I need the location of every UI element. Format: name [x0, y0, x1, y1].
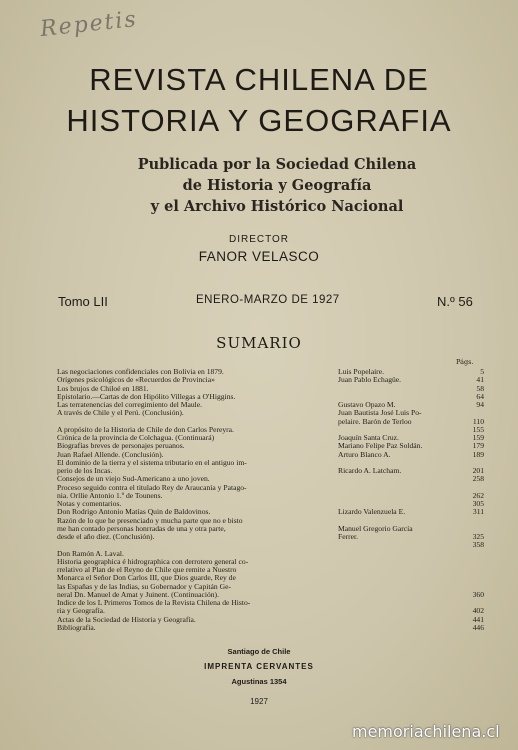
toc-entry-author — [338, 607, 466, 615]
watermark: memoriachilena.cl — [352, 722, 500, 741]
toc-entry-title: Actas de la Sociedad de Historia y Geografía. — [57, 614, 196, 624]
toc-entry-author: Mariano Felipe Paz Soldán. — [338, 441, 423, 451]
handwritten-annotation: Repetis — [38, 6, 139, 43]
toc-entry-page: 258 — [472, 474, 484, 484]
toc-entry-title: Biografías breves de personajes peruanos. — [57, 441, 185, 451]
toc-entry-title: Los brujos de Chiloé en 1881. — [57, 383, 149, 393]
footer-press: IMPRENTA CERVANTES — [204, 662, 314, 671]
toc-entry-title: Historia geographica é hidrographica con derrotero general co- — [57, 556, 249, 566]
toc-entry-author — [338, 385, 466, 393]
toc-entry-title: rrelativo al Plan de el Reyno de Chile que remite a Nuestro — [57, 565, 237, 574]
toc-titles — [57, 368, 335, 632]
toc-entry-author — [338, 616, 466, 624]
toc-entry-title: neral Dn. Manuel de Amat y Juinent. (Continuación). — [57, 589, 219, 599]
pages-header: Págs. — [456, 358, 474, 366]
toc-entry-title: Don Rodrigo Antonio Matías Quin de Baldovinos. — [57, 507, 211, 517]
footer-year: 1927 — [250, 697, 268, 706]
toc-entry-author — [338, 475, 466, 483]
toc-entry-page: 58 — [476, 383, 484, 393]
toc-entry-page — [468, 566, 484, 574]
toc-entry-page: 360 — [472, 589, 484, 599]
toc-entry-title: A través de Chile y el Perú. (Conclusión). — [57, 408, 184, 418]
footer-city: Santiago de Chile — [227, 647, 291, 656]
toc-entry-title: Don Ramón A. Laval. — [57, 548, 124, 558]
toc-entry-title: Razón de lo que he presenciado y mucha parte que no e bisto — [57, 515, 243, 525]
toc-entry-title: perio de los Incas. — [57, 466, 113, 475]
toc-entry-title: nia. Orllie Antonio 1.º de Tounens. — [57, 490, 163, 500]
toc-entry-title: Proceso seguido contra el titulado Rey de Araucanía y Patago- — [57, 482, 247, 492]
toc-entry-page: 446 — [472, 622, 484, 632]
toc-entry-author: Ferrer. — [338, 532, 359, 541]
toc-entry-title: Monarca el Señor Don Carlos III, que Dios guarde, Rey de — [57, 573, 236, 583]
volume-number: Tomo LII — [58, 294, 108, 309]
toc-entry-author: Ricardo A. Latcham. — [338, 466, 402, 475]
toc-entry-author — [338, 624, 466, 632]
publisher-line-1: Publicada por la Sociedad Chilena — [137, 156, 417, 173]
toc-entry-title: ria y Geografía. — [57, 606, 105, 616]
toc-entry-title: El dominio de la tierra y el sistema tributario en el antiguo im- — [57, 457, 247, 467]
toc-entry-page: 441 — [472, 614, 484, 624]
toc-entry-author — [338, 599, 466, 607]
toc-entry-title: Las negociaciones confidenciales con Bolivia en 1879. — [57, 367, 224, 376]
toc-entry-author: Juan Pablo Echagüe. — [338, 375, 402, 385]
publisher-line-3: y el Archivo Histórico Nacional — [150, 198, 404, 215]
toc-entry-page: 311 — [472, 507, 484, 517]
toc-entry-page — [468, 574, 484, 582]
toc-entry-page: 201 — [472, 466, 484, 475]
toc-entry-title: Indice de los L Primeros Tomos de la Revista Chilena de Histo- — [57, 598, 251, 607]
toc-entry-author — [338, 566, 466, 574]
director-label: DIRECTOR — [228, 234, 290, 245]
toc-entry-page: 159 — [472, 433, 484, 442]
toc-entry-title: Notas y comentarios. — [57, 499, 122, 508]
toc-entry-author: Manuel Gregorio García — [338, 523, 413, 533]
toc-entry-author — [338, 492, 466, 500]
footer-address: Agustinas 1354 — [231, 677, 287, 686]
toc-entry-author — [338, 484, 466, 492]
toc-entry-author — [338, 558, 466, 566]
toc-entry-title: Epistolario.—Cartas de don Hipólito Villegas a O'Higgins. — [57, 391, 236, 401]
toc-entry-title: Bibliografía. — [57, 622, 96, 632]
director-name: FANOR VELASCO — [198, 249, 320, 264]
toc-entry-author: Luis Popelaire. — [338, 367, 384, 376]
toc-entry-author — [338, 550, 466, 558]
summary-heading: SUMARIO — [216, 334, 302, 352]
toc-entry-author — [338, 591, 466, 599]
toc-entry-title: Consejos de un viejo Sud-Americano a uno joven. — [57, 474, 210, 484]
toc-entry-page: 94 — [476, 400, 484, 409]
toc-entry-author: pelaire. Barón de Terloo — [338, 416, 412, 426]
toc-entry-page: 64 — [476, 391, 484, 401]
toc-entry-page — [468, 517, 484, 525]
toc-entry-author — [338, 574, 466, 582]
toc-authors — [338, 368, 466, 632]
issue-number: N.º 56 — [437, 294, 473, 309]
toc-entry-page: 5 — [480, 367, 484, 376]
journal-title-line-2: HISTORIA Y GEOGRAFIA — [66, 103, 452, 138]
toc-entry-title: las Españas y de las Indias, su Gobernador y Capitán Ge- — [57, 581, 231, 591]
issue-date: ENERO-MARZO DE 1927 — [196, 294, 340, 306]
toc-entry-author: Joaquín Santa Cruz. — [338, 433, 399, 442]
toc-pages — [468, 368, 484, 632]
toc-entry-page: 110 — [472, 416, 484, 426]
toc-entry-title: Orígenes psicológicos de «Recuerdos de Provincia» — [57, 375, 215, 385]
toc-entry-page: 358 — [472, 540, 484, 550]
toc-entry-page: 189 — [472, 449, 484, 459]
toc-entry-author: Lizardo Valenzuela E. — [338, 507, 406, 517]
toc-entry-page: 262 — [472, 490, 484, 500]
toc-entry-page: 41 — [476, 375, 484, 385]
toc-entry-author: Arturo Blanco A. — [338, 449, 391, 459]
toc-entry-author: Juan Bautista José Luis Po- — [338, 408, 422, 418]
toc-entry-author — [338, 541, 466, 549]
toc-entry-title: me han contado personas honrradas de una y otra parte, — [57, 523, 226, 533]
toc-entry-author — [338, 583, 466, 591]
toc-entry-page: 155 — [472, 424, 484, 434]
toc-entry-page: 402 — [472, 606, 484, 616]
toc-entry-author: Gustavo Opazo M. — [338, 400, 396, 409]
toc-entry-title: A propósito de la Historia de Chile de don Carlos Pereyra. — [57, 424, 234, 434]
toc-entry-title: Juan Rafael Allende. (Conclusión). — [57, 449, 164, 459]
toc-entry-title: Crónica de la provincia de Colchagua. (Continuará) — [57, 433, 215, 442]
toc-entry-page: 325 — [472, 532, 484, 541]
toc-entry-title: desde el año diez. (Conclusión). — [57, 532, 155, 541]
toc-entry-page: 305 — [472, 499, 484, 508]
toc-entry-title: Las terratenencias del corregimiento del Maule. — [57, 400, 203, 409]
toc-entry-page — [468, 550, 484, 558]
journal-title-line-1: REVISTA CHILENA DE — [89, 62, 429, 97]
toc-entry-page: 179 — [472, 441, 484, 451]
publisher-line-2: de Historia y Geografía — [182, 177, 372, 194]
toc-entry-page — [468, 558, 484, 566]
